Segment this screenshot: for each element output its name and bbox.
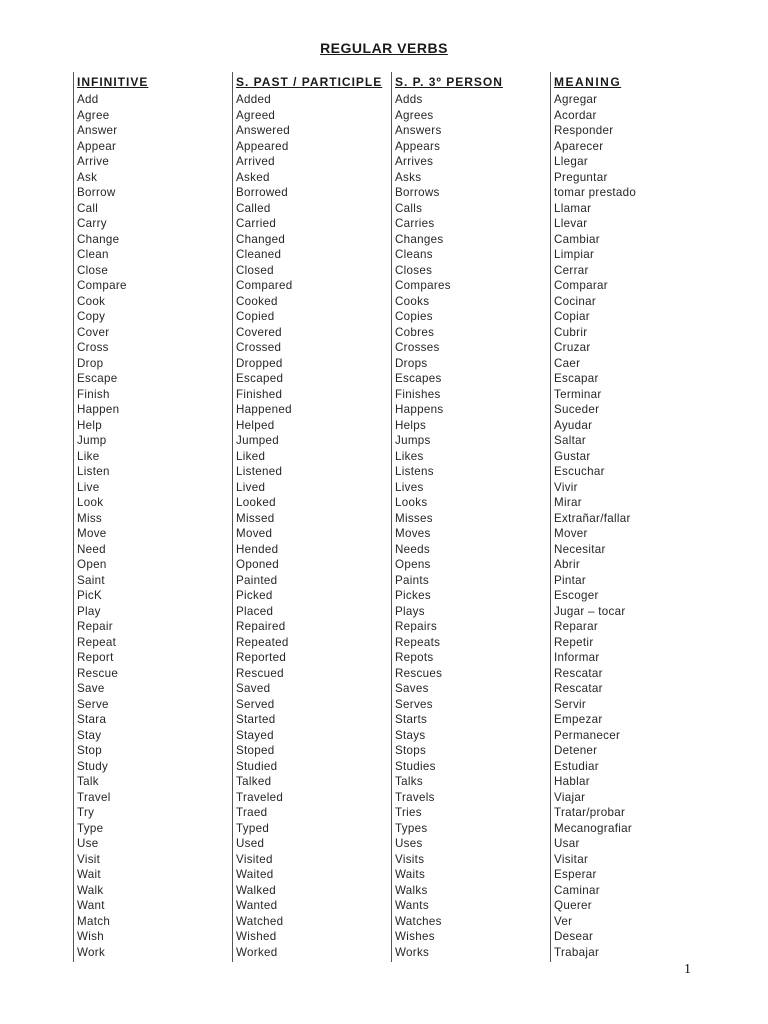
infinitive-cell: Want xyxy=(77,899,105,912)
infinitive-cell: Borrow xyxy=(77,186,116,199)
meaning-cell: Llamar xyxy=(554,201,592,215)
meaning-cell: Cambiar xyxy=(554,232,600,246)
infinitive-cell: Change xyxy=(77,232,120,246)
meaning-cell: Usar xyxy=(554,837,580,850)
third-person-cell: Adds xyxy=(395,93,423,106)
infinitive-cell: Wish xyxy=(77,930,104,943)
past-participle-cell: Moved xyxy=(236,527,273,540)
meaning-cell: Llegar xyxy=(554,155,589,168)
third-person-cell: Crosses xyxy=(395,341,440,354)
past-participle-cell: Cleaned xyxy=(236,248,282,261)
infinitive-cell: Ask xyxy=(77,170,98,184)
third-person-cell: Jumps xyxy=(395,434,431,447)
meaning-cell: Ver xyxy=(554,914,573,928)
meaning-cell: Abrir xyxy=(554,558,580,571)
meaning-cell: Desear xyxy=(554,930,594,943)
infinitive-cell: Happen xyxy=(77,403,120,416)
past-participle-cell: Started xyxy=(236,713,276,726)
infinitive-cell: Match xyxy=(77,914,111,928)
past-participle-cell: Stayed xyxy=(236,728,274,742)
third-person-cell: Repots xyxy=(395,651,434,664)
third-person-cell: Stays xyxy=(395,728,426,742)
past-participle-cell: Painted xyxy=(236,573,278,587)
third-person-cell: Serves xyxy=(395,697,433,711)
past-participle-cell: Typed xyxy=(236,821,270,835)
meaning-cell: tomar prestado xyxy=(554,186,637,199)
meaning-column xyxy=(550,72,704,962)
meaning-header: MEANING xyxy=(554,75,622,89)
past-participle-cell: Walked xyxy=(236,883,277,897)
past-participle-cell: Repaired xyxy=(236,620,286,633)
past-participle-cell: Served xyxy=(236,697,275,711)
third-person-cell: Talks xyxy=(395,775,423,788)
third-person-cell: Changes xyxy=(395,232,444,246)
meaning-cell: Empezar xyxy=(554,713,603,726)
past-participle-cell: Helped xyxy=(236,418,275,432)
infinitive-cell: Move xyxy=(77,527,107,540)
third-person-cell: Cleans xyxy=(395,248,433,261)
third-person-cell: Carries xyxy=(395,217,435,230)
meaning-cell: Ayudar xyxy=(554,418,593,432)
infinitive-cell: Drop xyxy=(77,356,104,370)
third-person-cell: Plays xyxy=(395,604,425,618)
infinitive-cell: Copy xyxy=(77,310,106,323)
past-participle-cell: Carried xyxy=(236,217,277,230)
meaning-cell: Terminar xyxy=(554,387,602,401)
infinitive-cell: Serve xyxy=(77,697,109,711)
past-participle-cell: Crossed xyxy=(236,341,282,354)
third-person-cell: Wishes xyxy=(395,930,435,943)
past-participle-cell: Wanted xyxy=(236,899,278,912)
third-person-cell: Studies xyxy=(395,759,436,773)
third-person-cell: Asks xyxy=(395,170,422,184)
past-participle-cell: Escaped xyxy=(236,372,284,385)
past-participle-cell: Called xyxy=(236,201,271,215)
infinitive-cell: PicK xyxy=(77,589,103,602)
third-person-cell: Tries xyxy=(395,806,422,819)
past-participle-cell: Covered xyxy=(236,325,282,339)
third-person-cell: Borrows xyxy=(395,186,440,199)
third-person-cell: Rescues xyxy=(395,666,443,680)
past-participle-list xyxy=(236,92,386,960)
meaning-cell: Cruzar xyxy=(554,341,591,354)
infinitive-cell: Save xyxy=(77,682,105,695)
meaning-cell: Extrañar/fallar xyxy=(554,511,631,525)
meaning-cell: Querer xyxy=(554,899,592,912)
past-participle-cell: Picked xyxy=(236,589,273,602)
third-person-cell: Helps xyxy=(395,418,427,432)
past-participle-cell: Cooked xyxy=(236,294,278,308)
meaning-cell: Esperar xyxy=(554,868,597,881)
infinitive-cell: Open xyxy=(77,558,107,571)
past-participle-cell: Changed xyxy=(236,232,286,246)
past-participle-cell: Dropped xyxy=(236,356,283,370)
infinitive-cell: Repeat xyxy=(77,635,117,649)
meaning-cell: Viajar xyxy=(554,790,586,804)
third-person-cell: Starts xyxy=(395,713,428,726)
infinitive-cell: Stara xyxy=(77,713,107,726)
infinitive-cell: Use xyxy=(77,837,99,850)
third-person-cell: Finishes xyxy=(395,387,441,401)
third-person-cell: Likes xyxy=(395,449,424,463)
past-participle-cell: Happened xyxy=(236,403,292,416)
infinitive-cell: Need xyxy=(77,542,106,556)
third-person-cell: Escapes xyxy=(395,372,442,385)
meaning-cell: Reparar xyxy=(554,620,598,633)
meaning-cell: Cocinar xyxy=(554,294,597,308)
past-participle-cell: Visited xyxy=(236,852,273,866)
infinitive-cell: Talk xyxy=(77,775,99,788)
past-participle-header: S. PAST / PARTICIPLE xyxy=(236,75,383,89)
third-person-cell: Appears xyxy=(395,139,441,153)
past-participle-cell: Studied xyxy=(236,759,278,773)
meaning-cell: Permanecer xyxy=(554,728,621,742)
infinitive-cell: Jump xyxy=(77,434,107,447)
infinitive-list xyxy=(77,92,227,960)
infinitive-cell: Try xyxy=(77,806,95,819)
infinitive-cell: Stop xyxy=(77,744,103,757)
third-person-cell: Calls xyxy=(395,201,423,215)
infinitive-cell: Rescue xyxy=(77,666,119,680)
meaning-cell: Cerrar xyxy=(554,263,589,277)
meaning-cell: Pintar xyxy=(554,573,587,587)
infinitive-cell: Cover xyxy=(77,325,110,339)
infinitive-cell: Close xyxy=(77,263,109,277)
past-participle-cell: Oponed xyxy=(236,558,280,571)
third-person-cell: Moves xyxy=(395,527,431,540)
meaning-cell: Suceder xyxy=(554,403,600,416)
infinitive-header: INFINITIVE xyxy=(77,75,149,89)
meaning-cell: Llevar xyxy=(554,217,588,230)
past-participle-cell: Added xyxy=(236,93,272,106)
past-participle-cell: Jumped xyxy=(236,434,280,447)
infinitive-cell: Help xyxy=(77,418,103,432)
third-person-cell: Compares xyxy=(395,279,451,292)
meaning-cell: Repetir xyxy=(554,635,594,649)
meaning-cell: Saltar xyxy=(554,434,587,447)
infinitive-cell: Repair xyxy=(77,620,113,633)
third-person-cell: Copies xyxy=(395,310,433,323)
infinitive-cell: Listen xyxy=(77,465,110,478)
past-participle-cell: Closed xyxy=(236,263,274,277)
meaning-cell: Visitar xyxy=(554,852,589,866)
third-person-cell: Answers xyxy=(395,124,442,137)
past-participle-cell: Traveled xyxy=(236,790,284,804)
infinitive-cell: Add xyxy=(77,93,99,106)
meaning-cell: Limpiar xyxy=(554,248,595,261)
past-participle-cell: Wished xyxy=(236,930,277,943)
meaning-cell: Acordar xyxy=(554,108,597,122)
infinitive-cell: Clean xyxy=(77,248,109,261)
third-person-cell: Waits xyxy=(395,868,426,881)
third-person-cell: Closes xyxy=(395,263,433,277)
infinitive-cell: Agree xyxy=(77,108,110,122)
meaning-cell: Mover xyxy=(554,527,588,540)
past-participle-cell: Agreed xyxy=(236,108,276,122)
past-participle-column xyxy=(232,72,386,962)
third-person-cell: Cobres xyxy=(395,325,435,339)
third-person-header: S. P. 3º PERSON xyxy=(395,75,503,89)
infinitive-cell: Stay xyxy=(77,728,102,742)
meaning-cell: Informar xyxy=(554,651,600,664)
meaning-list xyxy=(554,92,704,960)
infinitive-cell: Type xyxy=(77,821,104,835)
third-person-cell: Arrives xyxy=(395,155,434,168)
infinitive-cell: Carry xyxy=(77,217,107,230)
past-participle-cell: Answered xyxy=(236,124,290,137)
past-participle-cell: Talked xyxy=(236,775,272,788)
infinitive-cell: Work xyxy=(77,945,106,959)
third-person-cell: Uses xyxy=(395,837,423,850)
third-person-cell: Works xyxy=(395,945,430,959)
meaning-cell: Servir xyxy=(554,697,587,711)
past-participle-cell: Used xyxy=(236,837,265,850)
meaning-cell: Copiar xyxy=(554,310,590,323)
page-number: 1 xyxy=(684,962,691,977)
third-person-cell: Repairs xyxy=(395,620,438,633)
meaning-cell: Responder xyxy=(554,124,614,137)
third-person-cell: Pickes xyxy=(395,589,431,602)
infinitive-column xyxy=(73,72,227,962)
page-title: REGULAR VERBS xyxy=(320,40,448,56)
third-person-cell: Agrees xyxy=(395,108,434,122)
past-participle-cell: Traed xyxy=(236,806,268,819)
infinitive-cell: Cook xyxy=(77,294,106,308)
past-participle-cell: Liked xyxy=(236,449,266,463)
third-person-cell: Lives xyxy=(395,480,424,494)
meaning-cell: Rescatar xyxy=(554,682,603,695)
meaning-cell: Escoger xyxy=(554,589,599,602)
past-participle-cell: Borrowed xyxy=(236,186,289,199)
meaning-cell: Escapar xyxy=(554,372,599,385)
meaning-cell: Caer xyxy=(554,356,581,370)
third-person-cell: Listens xyxy=(395,465,434,478)
infinitive-cell: Visit xyxy=(77,852,101,866)
meaning-cell: Mecanografiar xyxy=(554,821,633,835)
past-participle-cell: Arrived xyxy=(236,155,275,168)
third-person-cell: Needs xyxy=(395,542,431,556)
meaning-cell: Trabajar xyxy=(554,945,600,959)
third-person-column xyxy=(391,72,545,962)
meaning-cell: Rescatar xyxy=(554,666,603,680)
past-participle-cell: Listened xyxy=(236,465,283,478)
third-person-cell: Opens xyxy=(395,558,431,571)
meaning-cell: Agregar xyxy=(554,93,598,106)
meaning-cell: Hablar xyxy=(554,775,590,788)
meaning-cell: Necesitar xyxy=(554,542,606,556)
third-person-cell: Looks xyxy=(395,496,428,509)
third-person-cell: Visits xyxy=(395,852,425,866)
infinitive-cell: Like xyxy=(77,449,100,463)
meaning-cell: Jugar – tocar xyxy=(554,604,626,618)
past-participle-cell: Placed xyxy=(236,604,274,618)
meaning-cell: Cubrir xyxy=(554,325,588,339)
third-person-cell: Happens xyxy=(395,403,444,416)
third-person-cell: Watches xyxy=(395,914,442,928)
infinitive-cell: Saint xyxy=(77,573,105,587)
past-participle-cell: Worked xyxy=(236,945,278,959)
infinitive-cell: Miss xyxy=(77,511,103,525)
meaning-cell: Tratar/probar xyxy=(554,806,626,819)
meaning-cell: Estudiar xyxy=(554,759,599,773)
third-person-cell: Misses xyxy=(395,511,433,525)
meaning-cell: Preguntar xyxy=(554,170,608,184)
meaning-cell: Vivir xyxy=(554,480,578,494)
past-participle-cell: Lived xyxy=(236,480,266,494)
third-person-cell: Walks xyxy=(395,883,428,897)
third-person-cell: Travels xyxy=(395,790,435,804)
infinitive-cell: Wait xyxy=(77,868,101,881)
third-person-list xyxy=(395,92,545,960)
infinitive-cell: Play xyxy=(77,604,101,618)
past-participle-cell: Rescued xyxy=(236,666,284,680)
infinitive-cell: Compare xyxy=(77,279,127,292)
meaning-cell: Caminar xyxy=(554,883,600,897)
infinitive-cell: Call xyxy=(77,201,99,215)
infinitive-cell: Answer xyxy=(77,124,118,137)
past-participle-cell: Missed xyxy=(236,511,275,525)
infinitive-cell: Appear xyxy=(77,139,117,153)
infinitive-cell: Study xyxy=(77,759,109,773)
past-participle-cell: Appeared xyxy=(236,139,289,153)
past-participle-cell: Compared xyxy=(236,279,293,292)
third-person-cell: Repeats xyxy=(395,635,441,649)
past-participle-cell: Reported xyxy=(236,651,287,664)
third-person-cell: Cooks xyxy=(395,294,430,308)
meaning-cell: Gustar xyxy=(554,449,591,463)
past-participle-cell: Stoped xyxy=(236,744,275,757)
past-participle-cell: Copied xyxy=(236,310,275,323)
past-participle-cell: Looked xyxy=(236,496,276,509)
meaning-cell: Mirar xyxy=(554,496,582,509)
meaning-cell: Aparecer xyxy=(554,139,604,153)
third-person-cell: Paints xyxy=(395,573,430,587)
third-person-cell: Drops xyxy=(395,356,428,370)
past-participle-cell: Hended xyxy=(236,542,279,556)
meaning-cell: Escuchar xyxy=(554,465,605,478)
third-person-cell: Stops xyxy=(395,744,427,757)
past-participle-cell: Repeated xyxy=(236,635,289,649)
meaning-cell: Detener xyxy=(554,744,598,757)
infinitive-cell: Cross xyxy=(77,341,109,354)
infinitive-cell: Escape xyxy=(77,372,118,385)
infinitive-cell: Live xyxy=(77,480,100,494)
infinitive-cell: Report xyxy=(77,651,114,664)
past-participle-cell: Watched xyxy=(236,914,284,928)
past-participle-cell: Finished xyxy=(236,387,283,401)
past-participle-cell: Asked xyxy=(236,170,270,184)
past-participle-cell: Waited xyxy=(236,868,274,881)
infinitive-cell: Travel xyxy=(77,790,111,804)
past-participle-cell: Saved xyxy=(236,682,271,695)
infinitive-cell: Walk xyxy=(77,883,104,897)
third-person-cell: Saves xyxy=(395,682,429,695)
third-person-cell: Types xyxy=(395,821,428,835)
infinitive-cell: Finish xyxy=(77,387,110,401)
third-person-cell: Wants xyxy=(395,899,429,912)
infinitive-cell: Look xyxy=(77,496,104,509)
meaning-cell: Comparar xyxy=(554,279,608,292)
infinitive-cell: Arrive xyxy=(77,155,110,168)
